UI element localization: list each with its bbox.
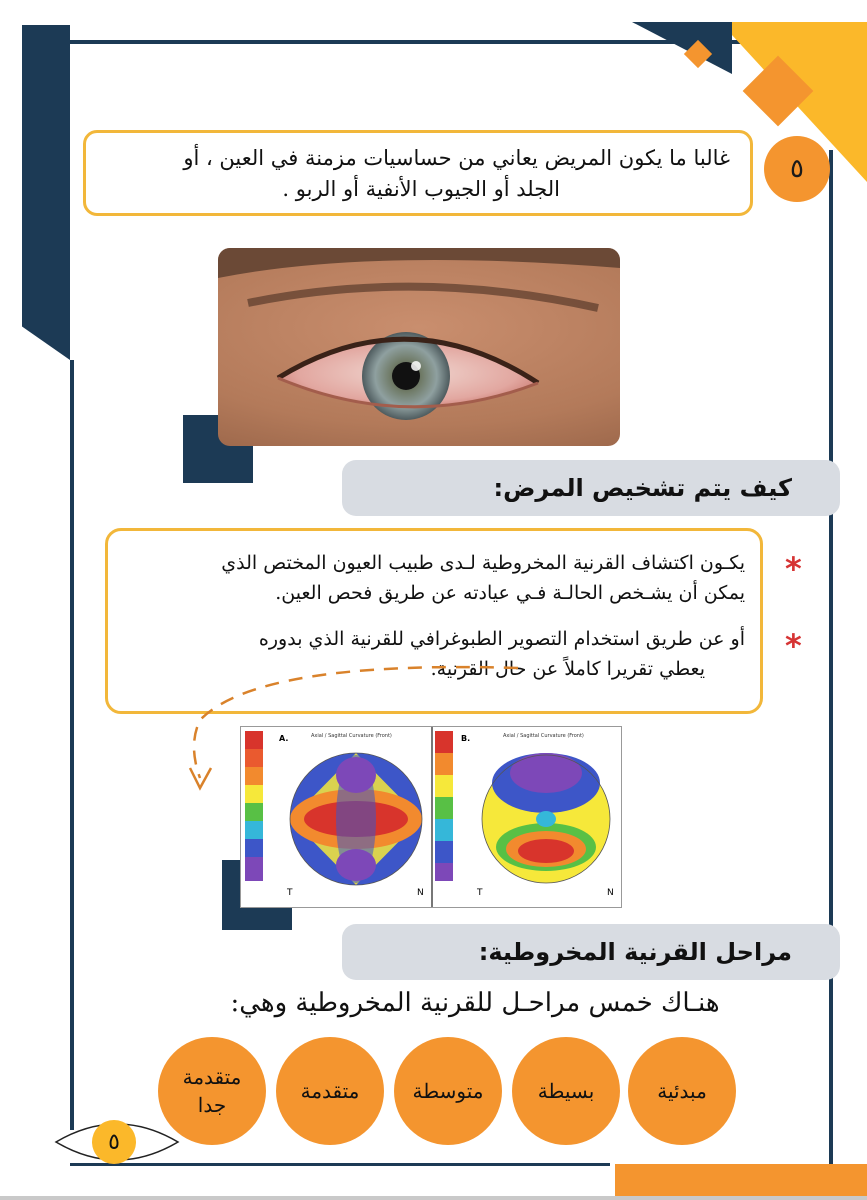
frame-right-line [829,150,833,1190]
bullet-2-line-1: أو عن طريق استخدام التصوير الطبوغرافي للقرنية الذي بدوره [258,628,745,650]
panel-a-title: Axial / Sagittal Curvature (Front) [311,733,392,739]
panel-b-nasal-marker: N [607,888,614,898]
bullet-asterisk: * [785,627,802,665]
panel-b-temporal-marker: T [477,888,483,898]
corneal-topography-image [240,726,622,908]
bullet-asterisk: * [785,550,802,588]
bullet-2-line-2: يعطي تقريرا كاملاً عن حال القرنية. [430,658,705,680]
stages-heading-bar [342,924,840,980]
topography-maps [241,727,621,907]
diagnosis-heading: كيف يتم تشخيص المرض: [493,474,792,502]
bullet-1-line-1: يكـون اكتشاف القرنية المخروطية لـدى طبيب العيون المختص الذي [221,552,745,574]
bullet-1-line-2: يمكن أن يشـخص الحالـة فـي عيادته عن طريق فحص العين. [275,582,745,604]
stage-circle-advanced: متقدمة [276,1037,384,1145]
panel-b-title: Axial / Sagittal Curvature (Front) [503,733,584,739]
stage-circle-mild: بسيطة [512,1037,620,1145]
panel-a-label: A. [279,734,289,743]
stages-heading: مراحل القرنية المخروطية: [478,938,792,966]
bottom-divider [0,1196,867,1200]
navy-left-decoration [22,25,70,360]
stages-intro: هنـاك خمس مراحـل للقرنية المخروطية وهي: [230,988,720,1018]
intro-text-box [83,130,753,216]
panel-a-nasal-marker: N [417,888,424,898]
stage-circle-very-advanced: متقدمة جدا [158,1037,266,1145]
orange-bottom-bar [615,1164,867,1200]
frame-left-line [70,360,74,1130]
navy-triangle-decoration [632,22,732,74]
diagnosis-bullet-1 [185,548,745,608]
page-number: ٥ [92,1120,136,1164]
stage-circle-initial: مبدئية [628,1037,736,1145]
section-number-badge: ٥ [764,136,830,202]
red-eye-photo [218,248,620,446]
intro-line-1: غالبا ما يكون المريض يعاني من حساسيات مزمنة في العين ، أو [183,146,730,170]
panel-b-label: B. [461,734,471,743]
stage-circle-moderate: متوسطة [394,1037,502,1145]
panel-a-temporal-marker: T [287,888,293,898]
diagnosis-heading-bar [342,460,840,516]
intro-line-2: الجلد أو الجيوب الأنفية أو الربو . [282,177,560,201]
